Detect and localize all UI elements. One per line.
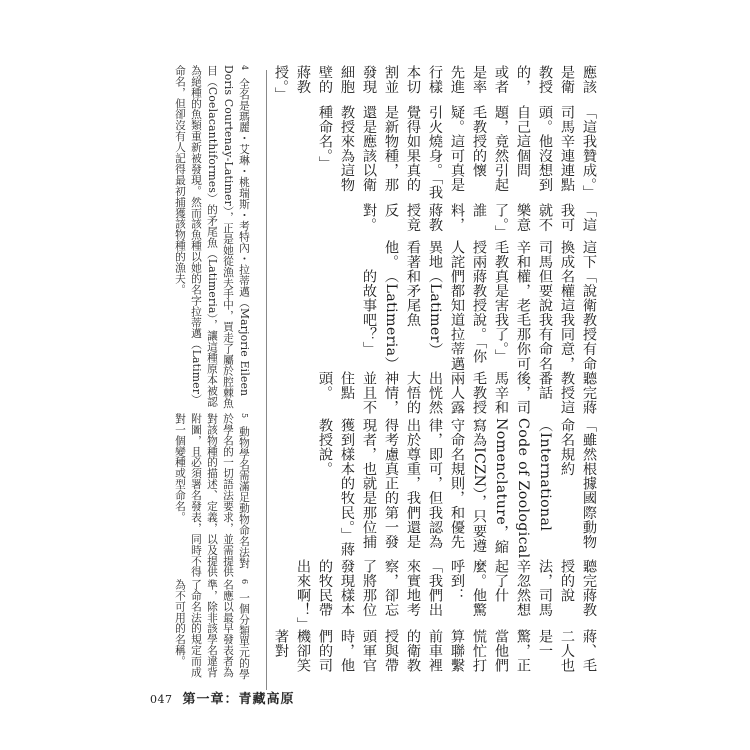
footnote-text: 全名是瑪麗・艾琳・桃瑞斯・考特內・拉蒂邁（Marjorie Eileen Doris Courtenay-Latimer），正是她從漁夫手中，買走了屬於腔棘魚目（Coelacanthiformes）的矛尾魚（Latimeria），讓這種原本被認為絕種的魚類重新被發現。然而該魚種以她的名字拉蒂邁（Latimer）命名，但卻沒有人記得最初捕獲該物種的漁夫。: [174, 65, 251, 409]
footnote: [172, 579, 252, 685]
paragraph: 「說衛教授有命名權這我同意，但要說我有命名權，老毛那你可真是害我了。」蔣教授說。「你們都知道拉蒂邁（Latimer）和矛尾魚（Latimeria）的故事吧？」: [361, 268, 597, 371]
paragraph: 聽完蔣教授這番話後，司馬辛和毛教授兩人露出恍然大悟的神情，並且不住點頭。: [317, 370, 597, 415]
footnote-number: 6: [240, 579, 249, 585]
footnote: [172, 413, 252, 579]
footnote-number: 5: [240, 413, 249, 419]
paragraph: 「這我可就不樂意了。」誰料，蔣教授竟反對。: [361, 203, 597, 240]
main-text-column: [270, 65, 600, 685]
footnotes: [172, 65, 252, 685]
paragraph: 這下換成司馬辛和毛教授兩人詫異地看著他。: [383, 239, 597, 269]
paragraph: 蔣、毛二人也是一驚，正當他們慌忙打算聯繫前車裡的衛教授與帶頭軍官時，他們的司機卻笑著對: [273, 628, 597, 673]
footnote-text: 一個分類單元的學名應以最早發表者為準，除非該學名違背了命名法的規定而成為不可用的名稱。: [174, 579, 251, 680]
footnote-number: 4: [240, 65, 249, 71]
paragraph: 聽完蔣教授的說法，司馬辛忽然想起了什麼。他驚呼到：「我們出來實地考察，卻忘了將那位發現樣本的牧民帶出來啊！」: [295, 558, 597, 632]
paragraph: 「雖然根據國際動物命名規約（International Code of Zoological Nomenclature，縮寫為ICZN），只要遵守命名規則，和優先律，即可，但我認為出於尊重，我們還是得考慮真正的第一發現者，也就是那位捕獲到樣本的牧民。」蔣教授說。: [317, 417, 597, 559]
chapter-title: 第一章：青藏高原: [182, 692, 295, 707]
paragraph: 應該是衛教授的，或者是率先進行樣本切割並發現細胞壁的蔣教授。」: [273, 65, 597, 102]
paragraph: 「這我贊成。」司馬辛連連點頭。他沒想到自己這個問題，竟然引起毛教授的懷疑。這可真是引火燒身。「我覺得如果真的是新物種，那還是應該以衛教授來為這物種命名。」: [317, 104, 597, 200]
footnote-text: 動物學名需滿足動物命名法對於學名的一切語法要求，並需提供對該物種的描述、定義，以及提供附圖，且必須署名發表，同時不得對一個變種或型命名。: [174, 413, 251, 578]
footnote-divider: [266, 70, 267, 690]
footnote: [172, 65, 252, 413]
page-footer: [150, 688, 295, 707]
page-number: 047: [150, 693, 173, 706]
